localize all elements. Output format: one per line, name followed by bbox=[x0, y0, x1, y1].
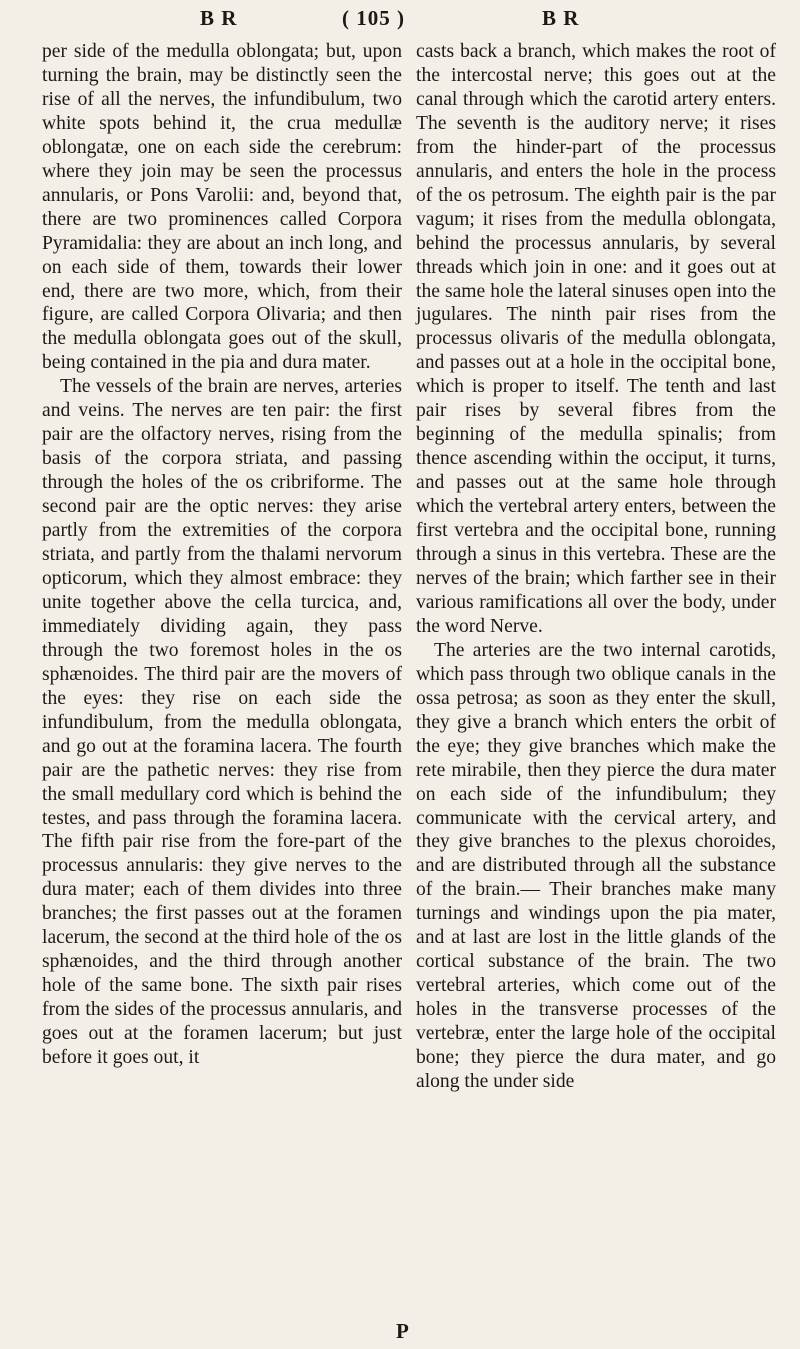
left-column bbox=[42, 40, 402, 1094]
paragraph: casts back a branch, which makes the root of the intercostal nerve; this goes out at the canal through which the carotid artery enters. The seventh is the auditory nerve; it rises from the hinder-part of the processus annularis, and enters the hole in the process of the os petrosum. The eighth pair is the par vagum; it rises from the medulla oblongata, behind the processus annularis, by several threads which join in one: and it goes out at the same hole the lateral sinuses open into the jugulares. The ninth pair rises from the processus olivaris of the medulla oblongata, and passes out at a hole in the occipital bone, which is proper to itself. The tenth and last pair rises by several fibres from the beginning of the medulla spinalis; from thence ascending within the occiput, it turns, and passes out at the same hole through which the vertebral artery enters, between the first vertebra and the occipital bone, running through a sinus in this vertebra. These are the nerves of the brain; which farther see in their various ramifications all over the body, under the word Nerve. bbox=[416, 41, 776, 637]
running-header bbox=[42, 6, 776, 40]
text-columns bbox=[42, 40, 776, 1094]
header-right: B R bbox=[542, 6, 580, 30]
page-number: ( 105 ) bbox=[342, 6, 405, 30]
paragraph: per side of the medulla oblongata; but, upon turning the brain, may be distinctly seen the rise of all the nerves, the infundibulum, two white spots behind it, the crua medullæ oblongatæ, one on each side the cerebrum: where they join may be seen the processus annularis, or Pons Varolii: and, beyond that, there are two prominences called Corpora Pyramidalia: they are about an inch long, and on each side of them, towards their lower end, there are two more, which, from their figure, are called Corpora Olivaria; and then the medulla oblongata goes out of the skull, being contained in the pia and dura mater. bbox=[42, 41, 402, 374]
header-left: B R bbox=[200, 6, 238, 30]
right-column bbox=[416, 40, 776, 1094]
paragraph: The arteries are the two internal carotids, which pass through two oblique canals in the ossa petrosa; as soon as they enter the skull, they give a branch which enters the orbit of the eye; they give branches which make the rete mirabile, then they pierce the dura mater on each side of the infundibulum; they communicate with the cervical artery, and they give branches to the plexus choroides, and are distributed through all the substance of the brain.— Their branches make many turnings and windings upon the pia mater, and at last are lost in the little glands of the cortical substance of the brain. The two vertebral arteries, which come out of the holes in the transverse processes of the vertebræ, enter the large hole of the occipital bone; they pierce the dura mater, and go along the under side bbox=[416, 639, 776, 1092]
signature-mark: P bbox=[396, 1319, 409, 1343]
paragraph: The vessels of the brain are nerves, arteries and veins. The nerves are ten pair: the first pair are the olfactory nerves, rising from the basis of the corpora striata, and passing through the holes of the os cribriforme. The second pair are the optic nerves: they arise partly from the extremities of the corpora striata, and partly from the thalami nervorum opticorum, which they almost embrace: they unite together above the cella turcica, and, immediately dividing again, they pass through the two foremost holes in the os sphænoides. The third pair are the movers of the eyes: they rise on each side the infundibulum, from the medulla oblongata, and go out at the foramina lacera. The fourth pair are the pathetic nerves: they rise from the small medullary cord which is behind the testes, and pass through the foramina lacera. The fifth pair rise from the fore-part of the processus annularis: they give nerves to the dura mater; each of them divides into three branches; the first passes out at the foramen lacerum, the second at the third hole of the os sphænoides, and the third through another hole of the same bone. The sixth pair rises from the sides of the processus annularis, and goes out at the foramen lacerum; but just before it goes out, it bbox=[42, 376, 402, 1069]
